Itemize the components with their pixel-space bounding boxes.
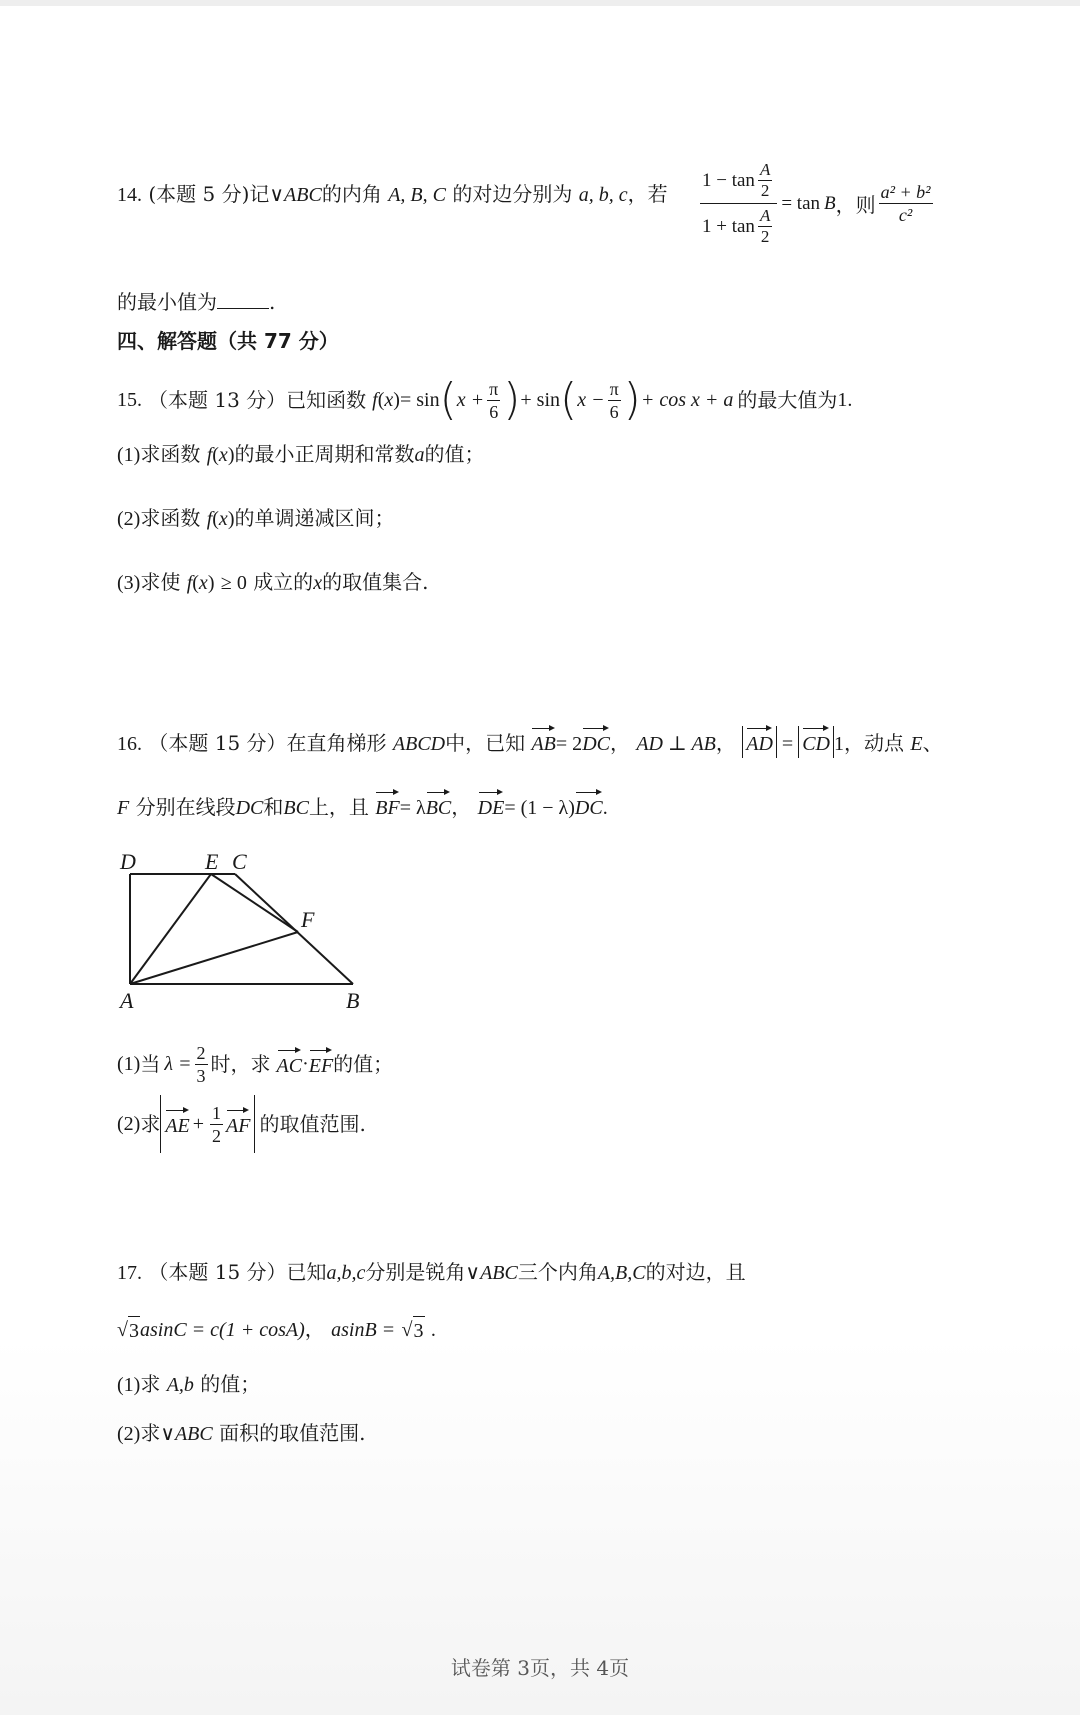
q17-part1 — [117, 1370, 260, 1399]
q14-equals-tan: = tan — [781, 192, 821, 214]
label-D: D — [120, 850, 136, 874]
q15-text2: 的最大值为 — [737, 388, 838, 412]
q14-answer-blank[interactable] — [217, 288, 269, 309]
page-footer: 试卷第 3页，共 4页 — [450, 1656, 630, 1680]
q16-comma-1: ， — [609, 731, 630, 755]
q16-vec-AC: AC — [277, 1048, 303, 1080]
q15-text1: 已知函数 — [286, 388, 367, 412]
q16-plus: + — [192, 1113, 205, 1135]
q15-x-plus: x + — [456, 389, 485, 411]
q16-p2-text2: 的取值范围. — [259, 1112, 366, 1136]
q16-E: E — [910, 733, 923, 755]
q14-text3: 的对边分别为 — [452, 182, 573, 206]
q16-p1-text3: 的值； — [333, 1052, 394, 1076]
q15-p2-x: x — [218, 508, 228, 530]
q17-score: （本题 15 分） — [148, 1260, 287, 1284]
q17-sqrt-3b: √ 3 — [402, 1316, 425, 1345]
q16-F: F — [117, 797, 130, 819]
q15-six-1: 6 — [489, 401, 499, 422]
label-B: B — [346, 988, 360, 1013]
q16-frac-two: 2 — [196, 1042, 206, 1063]
q16-eq-lambda: = λ — [399, 797, 426, 819]
q17-p2-triangle: ABC — [174, 1423, 213, 1445]
q15-p3-ge: ≥ 0 — [220, 572, 247, 594]
q15-eq-sin: = sin — [399, 389, 440, 411]
q16-vec-AB: AB — [531, 726, 555, 758]
q16-vec-DE: DE — [478, 790, 505, 822]
q16-vec-DC: DC — [582, 726, 610, 758]
q15-six-2: 6 — [609, 401, 619, 422]
q15-p3-x2: x — [313, 572, 323, 594]
q14-formula — [700, 160, 936, 247]
q16-dot: · — [302, 1053, 309, 1075]
q16-frac-three: 3 — [196, 1065, 206, 1086]
label-A: A — [120, 988, 134, 1013]
q16-vec-EF: EF — [309, 1048, 333, 1080]
q15-p1-a: a — [414, 444, 425, 466]
q16-vec-BF: BF — [375, 790, 399, 822]
q15-paren-close-1: ) — [503, 374, 521, 425]
q17-p1-vars: A,b — [166, 1374, 194, 1396]
q15-paren-open-1: ( — [439, 374, 457, 425]
q14-num-text: 1 − tan — [702, 169, 755, 191]
q17-text4: 的对边，且 — [645, 1260, 746, 1284]
q15-tail: + cos x + a — [640, 389, 734, 411]
q15-part2: (2)求函数 f(x)的单调递减区间； — [117, 506, 395, 530]
q16-eq-paren: = (1 − λ) — [504, 797, 575, 819]
q16-p1-text1: 当 — [140, 1052, 161, 1076]
q14-text5: ，则 — [835, 193, 876, 217]
q14-text2: 的内角 — [321, 182, 382, 206]
scan-top-edge — [0, 0, 1080, 6]
q17-p1-label: (1) — [117, 1374, 141, 1396]
q16-p1-text2: 时，求 — [210, 1052, 271, 1076]
q15-max: 1. — [837, 389, 853, 411]
label-C: C — [232, 850, 247, 874]
q16-number: 16. — [117, 733, 142, 755]
q15-p2-text2: 的单调递减区间； — [234, 506, 395, 530]
q14-triangle: ABC — [284, 184, 322, 206]
q15-p3-label: (3) — [117, 572, 141, 594]
q16-line-1: 16. （本题 15 分）在直角梯形 ABCD中，已知 AB= 2DC， AD ⊥ AB， AD = CD 1，动点 E、 — [117, 726, 943, 758]
q16-text1: 在直角梯形 — [286, 731, 387, 755]
q15-pi-2: π — [609, 378, 619, 399]
q17-period: . — [430, 1319, 436, 1341]
q17-line-1 — [117, 1258, 746, 1287]
label-E: E — [205, 850, 219, 874]
q14-line-2 — [117, 288, 275, 316]
q16-vec-BC: BC — [426, 790, 452, 822]
q16-p1-label: (1) — [117, 1053, 141, 1075]
q15-p3-text3: 的取值集合. — [322, 570, 429, 594]
q14-B: B — [824, 192, 836, 214]
q16-p2-text1: 求 — [140, 1112, 161, 1136]
q17-line-2 — [117, 1315, 436, 1345]
q17-part2 — [117, 1419, 365, 1448]
q14-fraction-numerator — [700, 160, 777, 204]
q16-eq2: = 2 — [555, 733, 583, 755]
q17-eq1-left: asinC = c — [139, 1319, 220, 1341]
q17-angles: A,B,C — [597, 1262, 646, 1284]
q17-eq2: asinB = — [331, 1319, 396, 1341]
q16-sep: 、 — [922, 731, 943, 755]
q15-number: 15. — [117, 389, 142, 411]
q17-sqrt-3-value: 3 — [128, 1316, 140, 1345]
q17-sqrt-3: √ 3 — [117, 1316, 140, 1345]
q16-BC: BC — [283, 797, 309, 819]
q15-x-minus: x − — [577, 389, 605, 411]
q15-p3-text1: 求使 — [140, 570, 181, 594]
q14-score: (本题 5 分) — [148, 182, 250, 206]
q16-vec-DC-2: DC — [575, 790, 603, 822]
q17-abc: a,b,c — [326, 1262, 366, 1284]
q14-half-den-2: 2 — [760, 227, 770, 246]
q17-triangle: ABC — [480, 1262, 518, 1284]
q15-p2-f: f — [206, 508, 213, 530]
q15-score: （本题 13 分） — [148, 388, 287, 412]
q14-text1: 记∨ — [249, 182, 285, 206]
q17-eq1-right: (1 + cosA) — [219, 1319, 305, 1341]
q17-number: 17. — [117, 1262, 142, 1284]
q16-text5: 上，且 — [308, 795, 369, 819]
q15-p1-label: (1) — [117, 444, 141, 466]
segment-AF — [130, 932, 298, 984]
q16-part1 — [117, 1040, 393, 1088]
q16-half-one: 1 — [212, 1102, 222, 1123]
q15-pi-1: π — [489, 378, 499, 399]
segment-EF — [211, 874, 298, 932]
q16-line-2 — [117, 790, 608, 822]
q15-p2-label: (2) — [117, 508, 141, 530]
q17-sqrt-3b-value: 3 — [413, 1316, 425, 1345]
q15-part3: (3)求使 f(x) ≥ 0 成立的x的取值集合. — [117, 570, 429, 594]
q15-p3-text2: 成立的 — [253, 570, 314, 594]
q17-text2: 分别是锐角∨ — [365, 1260, 481, 1284]
q16-abcd: ABCD — [392, 733, 446, 755]
q17-p2-label: (2) — [117, 1423, 141, 1445]
q16-score: （本题 15 分） — [148, 731, 287, 755]
q14-number: 14. — [117, 184, 142, 206]
q17-p1-text2: 的值； — [200, 1372, 261, 1396]
q15-p1-x: x — [218, 444, 228, 466]
q16-vec-AF: AF — [226, 1108, 250, 1140]
q15-x: x — [384, 389, 394, 411]
q16-and: 和 — [263, 795, 284, 819]
q16-DC: DC — [235, 797, 264, 819]
q17-text1: 已知 — [286, 1260, 327, 1284]
q16-vec-CD: CD — [802, 726, 830, 758]
q15-paren-open-2: ( — [560, 374, 578, 425]
q16-trapezoid-figure — [110, 850, 380, 1020]
q15-plus-sin: + sin — [520, 389, 561, 411]
q15-p1-text3: 的值； — [424, 442, 485, 466]
q15-f: f — [372, 389, 378, 411]
q16-text3: ，动点 — [844, 731, 904, 755]
q17-p2-text2: 面积的取值范围. — [219, 1421, 366, 1445]
q15-p2-text1: 求函数 — [140, 506, 201, 530]
q15-p3-f: f — [186, 572, 193, 594]
section-heading: 四、解答题（共 77 分） — [117, 329, 339, 353]
q16-text4: 分别在线段 — [135, 795, 236, 819]
q16-part2 — [117, 1093, 366, 1155]
q15-p3-x: x — [198, 572, 208, 594]
q16-p2-label: (2) — [117, 1113, 141, 1135]
q16-comma-3: ， — [451, 795, 472, 819]
q14-half-den: 2 — [760, 181, 770, 200]
q16-text2: 中，已知 — [445, 731, 526, 755]
q16-perp: AD ⊥ AB — [636, 733, 716, 755]
q17-comma: ， — [304, 1317, 325, 1341]
q14-ratio-den: c² — [898, 205, 913, 225]
q15-part1: (1)求函数 f(x)的最小正周期和常数a的值； — [117, 442, 485, 466]
q14-text4: ，若 — [627, 182, 668, 206]
segment-AE — [130, 874, 211, 984]
q14-sides: a, b, c — [578, 184, 628, 206]
q15-p1-text2: 的最小正周期和常数 — [234, 442, 415, 466]
q15-paren-close-2: ) — [623, 374, 641, 425]
q14-line-1 — [117, 180, 668, 209]
q16-period: . — [602, 797, 608, 819]
label-F: F — [301, 907, 315, 932]
q16-abs-expression — [160, 1095, 255, 1153]
q16-vec-AE: AE — [165, 1108, 189, 1140]
q14-text6: 的最小值为 — [117, 290, 217, 314]
q14-compound-fraction — [700, 160, 777, 247]
q14-end: . — [269, 290, 276, 314]
q14-half-num-2: A — [759, 206, 771, 225]
q15-line-1: 15. （本题 13 分） 已知函数 f ( x ) = sin ( x + $\frac{\pi}{6}$ ) + sin ( x − $\frac{\pi}{6}$ ) + cos x + a 的最大值为 1. — [117, 374, 853, 425]
q14-angles: A, B, C — [388, 184, 446, 206]
q15-p1-text1: 求函数 — [140, 442, 201, 466]
q14-half-num: A — [759, 160, 771, 179]
q15-p1-f: f — [206, 444, 213, 466]
q14-den-text: 1 + tan — [702, 215, 755, 237]
q16-comma-2: ， — [715, 731, 736, 755]
q14-ratio-num: a² + b² — [880, 182, 931, 202]
q16-half-two: 2 — [212, 1125, 222, 1146]
q14-fraction-denominator — [700, 204, 777, 247]
q17-text3: 三个内角 — [517, 1260, 598, 1284]
q17-p2-text1: 求∨ — [140, 1421, 175, 1445]
q16-vec-AD: AD — [746, 726, 773, 758]
q17-p1-text1: 求 — [140, 1372, 161, 1396]
q16-lambda-eq: λ = — [164, 1053, 192, 1075]
